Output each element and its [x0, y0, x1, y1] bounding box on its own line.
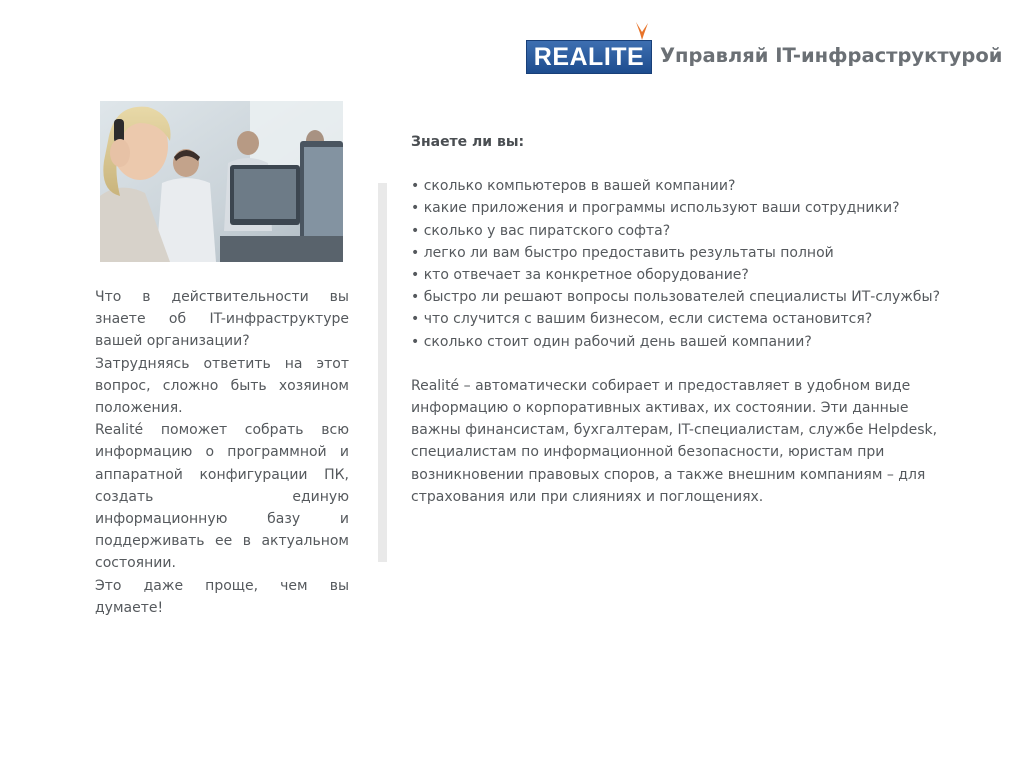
intro-paragraph: Что в действительности вы знаете об IT-инфраструктуре вашей организации? — [95, 289, 349, 350]
question-item: • кто отвечает за конкретное оборудование? — [411, 264, 971, 286]
realite-logo[interactable] — [526, 40, 652, 74]
logo-text: REALITE — [533, 42, 645, 71]
intro-paragraph: Это даже проще, чем вы думаете! — [95, 577, 349, 616]
intro-paragraph: Realité поможет собрать всю информацию о программной и аппаратной конфигурации ПК, создать единую информационную базу и поддерживать ее в актуальном состоянии. — [95, 422, 349, 572]
intro-paragraph: Затрудняясь ответить на этот вопрос, сложно быть хозяином положения. — [95, 355, 349, 417]
questions-list — [411, 175, 971, 353]
questions-section — [411, 131, 971, 508]
tagline: Управляй IT-инфраструктурой — [660, 44, 1003, 67]
question-item: • легко ли вам быстро предоставить результаты полной — [411, 242, 971, 264]
question-item: • сколько у вас пиратского софта? — [411, 220, 971, 242]
logo-accent-icon — [632, 20, 652, 44]
question-item: • быстро ли решают вопросы пользователей специалисты ИТ-службы? — [411, 286, 971, 308]
intro-text — [95, 286, 349, 619]
vertical-divider — [378, 183, 387, 562]
question-item: • какие приложения и программы используют ваши сотрудники? — [411, 197, 971, 219]
questions-heading: Знаете ли вы: — [411, 134, 525, 150]
question-item: • что случится с вашим бизнесом, если система остановится? — [411, 308, 971, 330]
product-description: Realité – автоматически собирает и предоставляет в удобном виде информацию о корпоративных активах, их состоянии. Эти данные важны финансистам, бухгалтерам, IT-специалистам, службе Helpdesk, специалистам по информационной безопасности, юристам при возникновении правовых споров, а также внешним компаниям – для страхования или при слияниях и поглощениях. — [411, 377, 938, 505]
question-item: • сколько стоит один рабочий день вашей компании? — [411, 331, 971, 353]
office-people-photo — [100, 101, 343, 262]
question-item: • сколько компьютеров в вашей компании? — [411, 175, 971, 197]
header — [526, 20, 1003, 76]
